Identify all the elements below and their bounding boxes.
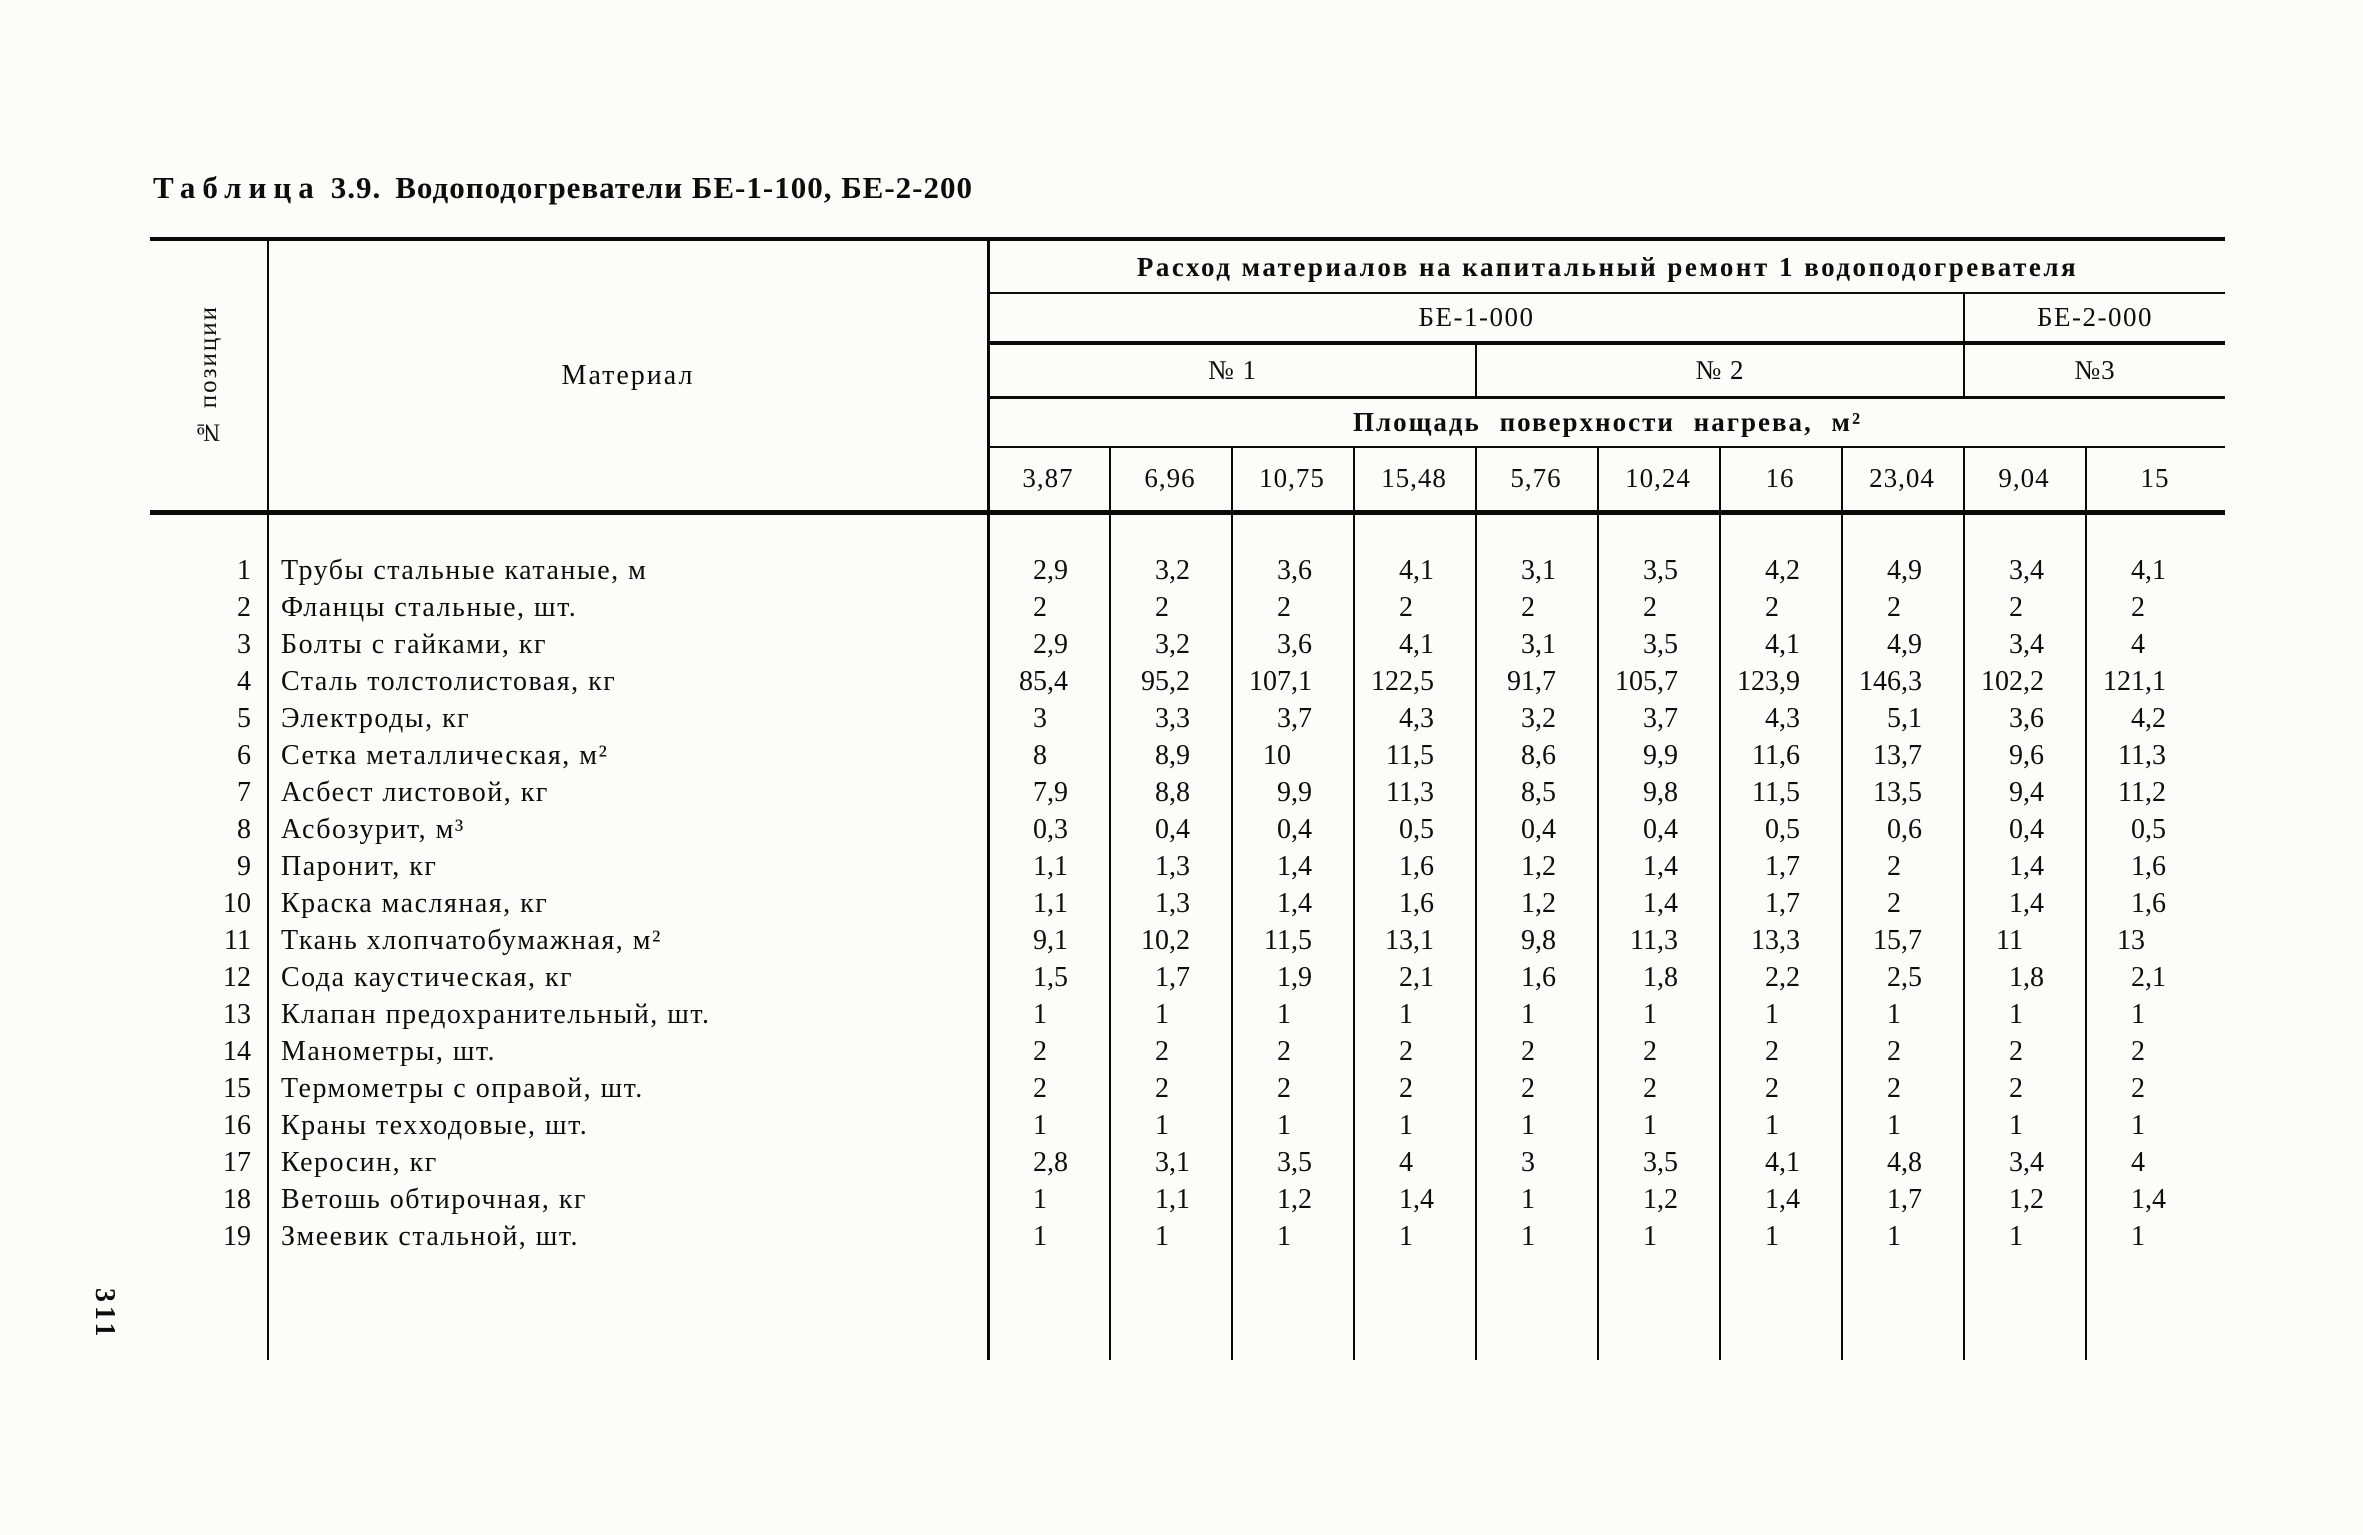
table-rule-header-bottom: [150, 510, 2225, 515]
value-cell: 0,5: [1765, 814, 1800, 845]
value-cell: 1,3: [1155, 888, 1190, 919]
table-row: [150, 1218, 2225, 1255]
value-cell: 1,2: [1643, 1184, 1678, 1215]
material-name: Трубы стальные катаные, м: [281, 555, 648, 586]
row-position-number: 6: [237, 740, 251, 771]
material-name: Болты с гайками, кг: [281, 629, 547, 660]
value-cell: 1: [1155, 1221, 1169, 1252]
table-row: [150, 922, 2225, 959]
value-cell: 105,7: [1615, 666, 1678, 697]
value-cell: 3,6: [2009, 703, 2044, 734]
value-cell: 11,6: [1752, 740, 1800, 771]
material-name: Электроды, кг: [281, 703, 471, 734]
value-cell: 121,1: [2103, 666, 2166, 697]
value-cell: 91,7: [1507, 666, 1556, 697]
value-cell: 2: [1765, 592, 1779, 623]
area-column-header: 10,75: [1259, 463, 1325, 493]
value-cell: 122,5: [1371, 666, 1434, 697]
value-cell: 1: [1521, 999, 1535, 1030]
value-cell: 2,1: [1399, 962, 1434, 993]
value-cell: 2: [2131, 592, 2145, 623]
row-position-number: 12: [223, 962, 251, 993]
value-cell: 2,1: [2131, 962, 2166, 993]
value-cell: 1,2: [1521, 888, 1556, 919]
value-cell: 15,7: [1873, 925, 1922, 956]
value-cell: 10,2: [1141, 925, 1190, 956]
row-position-number: 11: [224, 925, 251, 956]
value-cell: 146,3: [1859, 666, 1922, 697]
value-cell: 2: [1155, 592, 1169, 623]
value-cell: 1: [1887, 999, 1901, 1030]
value-cell: 3,5: [1643, 1147, 1678, 1178]
value-cell: 1,6: [1521, 962, 1556, 993]
material-name: Клапан предохранительный, шт.: [281, 999, 711, 1030]
value-cell: 11,5: [1264, 925, 1312, 956]
value-cell: 2: [2009, 592, 2023, 623]
value-cell: 0,4: [1277, 814, 1312, 845]
value-cell: 11,3: [1386, 777, 1434, 808]
value-cell: 1: [1887, 1221, 1901, 1252]
value-cell: 4: [2131, 1147, 2145, 1178]
area-column-header: 6,96: [1144, 463, 1196, 493]
value-cell: 1,4: [1765, 1184, 1800, 1215]
value-cell: 2,2: [1765, 962, 1800, 993]
material-name: Краска масляная, кг: [281, 888, 549, 919]
row-position-number: 13: [223, 999, 251, 1030]
material-name: Асбозурит, м³: [281, 814, 465, 845]
value-cell: 0,5: [2131, 814, 2166, 845]
value-cell: 3,7: [1643, 703, 1678, 734]
material-name: Ветошь обтирочная, кг: [281, 1184, 588, 1215]
value-cell: 3,2: [1155, 629, 1190, 660]
value-cell: 4: [1399, 1147, 1413, 1178]
value-cell: 1: [1033, 999, 1047, 1030]
value-cell: 1,4: [1643, 888, 1678, 919]
row-position-number: 9: [237, 851, 251, 882]
table-row: [150, 552, 2225, 589]
row-position-number: 1: [237, 555, 251, 586]
value-cell: 1,4: [2009, 888, 2044, 919]
value-cell: 123,9: [1737, 666, 1800, 697]
value-cell: 7,9: [1033, 777, 1068, 808]
area-column-header: 15,48: [1381, 463, 1447, 493]
value-cell: 1,6: [1399, 888, 1434, 919]
area-column-header: 3,87: [1022, 463, 1074, 493]
table-title-text: Водоподогреватели БЕ-1-100, БЕ-2-200: [395, 170, 974, 205]
value-cell: 1,4: [1399, 1184, 1434, 1215]
value-cell: 2: [1887, 592, 1901, 623]
value-cell: 2,8: [1033, 1147, 1068, 1178]
value-cell: 2: [1765, 1036, 1779, 1067]
table-row: [150, 1181, 2225, 1218]
row-position-number: 5: [237, 703, 251, 734]
value-cell: 5,1: [1887, 703, 1922, 734]
row-position-number: 18: [223, 1184, 251, 1215]
value-cell: 9,8: [1643, 777, 1678, 808]
value-cell: 1: [1765, 1110, 1779, 1141]
header-subgroup-2: № 2: [1695, 355, 1745, 385]
value-cell: 3,6: [1277, 555, 1312, 586]
value-cell: 3,5: [1643, 629, 1678, 660]
value-cell: 2: [1643, 1073, 1657, 1104]
value-cell: 1: [1521, 1184, 1535, 1215]
value-cell: 2: [1033, 1073, 1047, 1104]
material-name: Керосин, кг: [281, 1147, 438, 1178]
value-cell: 4,1: [1765, 629, 1800, 660]
value-cell: 1,6: [2131, 888, 2166, 919]
value-cell: 1,4: [1277, 851, 1312, 882]
value-cell: 3,2: [1521, 703, 1556, 734]
value-cell: 1: [2131, 1221, 2145, 1252]
area-column-header: 16: [1765, 463, 1795, 493]
header-top-caption: Расход материалов на капитальный ремонт 1 водоподогревателя: [1136, 252, 2079, 282]
value-cell: 1,4: [1277, 888, 1312, 919]
value-cell: 2: [1521, 1036, 1535, 1067]
value-cell: 11,3: [2118, 740, 2166, 771]
value-cell: 2: [1399, 592, 1413, 623]
value-cell: 3,5: [1643, 555, 1678, 586]
value-cell: 2: [2131, 1073, 2145, 1104]
value-cell: 4,3: [1765, 703, 1800, 734]
value-cell: 1,2: [2009, 1184, 2044, 1215]
value-cell: 2: [1887, 888, 1901, 919]
value-cell: 1: [1643, 1221, 1657, 1252]
table-row: [150, 848, 2225, 885]
value-cell: 2,9: [1033, 555, 1068, 586]
page-title: [153, 170, 973, 206]
table-row: [150, 1070, 2225, 1107]
material-name: Сода каустическая, кг: [281, 962, 574, 993]
value-cell: 11,5: [1752, 777, 1800, 808]
value-cell: 1,1: [1155, 1184, 1190, 1215]
value-cell: 3,1: [1521, 629, 1556, 660]
table-body: [150, 552, 2225, 1255]
value-cell: 4,1: [2131, 555, 2166, 586]
row-position-number: 3: [237, 629, 251, 660]
value-cell: 10: [1263, 740, 1291, 771]
value-cell: 0,6: [1887, 814, 1922, 845]
value-cell: 2: [2009, 1036, 2023, 1067]
value-cell: 2: [2009, 1073, 2023, 1104]
value-cell: 11: [1996, 925, 2023, 956]
table-number-label: Таблица: [153, 170, 321, 205]
row-position-number: 7: [237, 777, 251, 808]
material-name: Фланцы стальные, шт.: [281, 592, 578, 623]
value-cell: 0,5: [1399, 814, 1434, 845]
value-cell: 1,7: [1765, 888, 1800, 919]
value-cell: 13,1: [1385, 925, 1434, 956]
row-position-number: 19: [223, 1221, 251, 1252]
value-cell: 13: [2117, 925, 2145, 956]
value-cell: 2: [1521, 592, 1535, 623]
value-cell: 1: [1399, 1110, 1413, 1141]
table-row: [150, 1144, 2225, 1181]
value-cell: 1,5: [1033, 962, 1068, 993]
header-group-be2: БЕ-2-000: [2037, 302, 2153, 332]
value-cell: 8,6: [1521, 740, 1556, 771]
value-cell: 11,3: [1630, 925, 1678, 956]
value-cell: 2: [1399, 1036, 1413, 1067]
value-cell: 2: [1033, 1036, 1047, 1067]
value-cell: 1,2: [1277, 1184, 1312, 1215]
table-row: [150, 626, 2225, 663]
value-cell: 3: [1033, 703, 1047, 734]
value-cell: 9,1: [1033, 925, 1068, 956]
value-cell: 9,8: [1521, 925, 1556, 956]
value-cell: 4,8: [1887, 1147, 1922, 1178]
value-cell: 1: [1643, 999, 1657, 1030]
value-cell: 8,8: [1155, 777, 1190, 808]
material-name: Термометры с оправой, шт.: [281, 1073, 644, 1104]
table-row: [150, 885, 2225, 922]
row-position-number: 2: [237, 592, 251, 623]
value-cell: 2: [1887, 1073, 1901, 1104]
table-row: [150, 774, 2225, 811]
row-position-number: 17: [223, 1147, 251, 1178]
value-cell: 2: [1155, 1073, 1169, 1104]
value-cell: 2: [1277, 1073, 1291, 1104]
area-column-header: 5,76: [1510, 463, 1562, 493]
column-header-position-label: № позиции: [194, 305, 222, 446]
row-position-number: 14: [223, 1036, 251, 1067]
value-cell: 1,3: [1155, 851, 1190, 882]
materials-table: [150, 237, 2225, 1360]
value-cell: 1,6: [2131, 851, 2166, 882]
value-cell: 3,7: [1277, 703, 1312, 734]
value-cell: 1,7: [1887, 1184, 1922, 1215]
value-cell: 9,9: [1277, 777, 1312, 808]
table-row: [150, 811, 2225, 848]
value-cell: 11,5: [1386, 740, 1434, 771]
area-values-row: [987, 446, 2225, 510]
value-cell: 1: [1155, 1110, 1169, 1141]
value-cell: 1: [1155, 999, 1169, 1030]
value-cell: 1: [2131, 999, 2145, 1030]
row-position-number: 15: [223, 1073, 251, 1104]
value-cell: 0,4: [1643, 814, 1678, 845]
row-position-number: 16: [223, 1110, 251, 1141]
value-cell: 4,9: [1887, 555, 1922, 586]
value-cell: 1,4: [1643, 851, 1678, 882]
value-cell: 2: [1643, 1036, 1657, 1067]
value-cell: 1: [1887, 1110, 1901, 1141]
value-cell: 0,4: [1521, 814, 1556, 845]
table-number: 3.9.: [330, 170, 382, 205]
value-cell: 0,3: [1033, 814, 1068, 845]
table-row: [150, 1033, 2225, 1070]
value-cell: 0,4: [1155, 814, 1190, 845]
value-cell: 8,9: [1155, 740, 1190, 771]
value-cell: 2: [1277, 592, 1291, 623]
value-cell: 13,5: [1873, 777, 1922, 808]
value-cell: 95,2: [1141, 666, 1190, 697]
value-cell: 1,2: [1521, 851, 1556, 882]
value-cell: 1: [2131, 1110, 2145, 1141]
material-name: Паронит, кг: [281, 851, 438, 882]
value-cell: 3,3: [1155, 703, 1190, 734]
value-cell: 3,4: [2009, 555, 2044, 586]
value-cell: 1,1: [1033, 851, 1068, 882]
value-cell: 1,8: [1643, 962, 1678, 993]
value-cell: 4,9: [1887, 629, 1922, 660]
value-cell: 1,4: [2009, 851, 2044, 882]
value-cell: 13,3: [1751, 925, 1800, 956]
value-cell: 102,2: [1981, 666, 2044, 697]
header-subgroup-1: № 1: [1207, 355, 1257, 385]
value-cell: 0,4: [2009, 814, 2044, 845]
value-cell: 85,4: [1019, 666, 1068, 697]
value-cell: 2: [1033, 592, 1047, 623]
row-position-number: 8: [237, 814, 251, 845]
value-cell: 2: [1277, 1036, 1291, 1067]
value-cell: 1: [1033, 1221, 1047, 1252]
value-cell: 2: [1887, 851, 1901, 882]
material-name: Змеевик стальной, шт.: [281, 1221, 579, 1252]
value-cell: 4,1: [1765, 1147, 1800, 1178]
material-name: Сталь толстолистовая, кг: [281, 666, 617, 697]
value-cell: 107,1: [1249, 666, 1312, 697]
value-cell: 9,6: [2009, 740, 2044, 771]
value-cell: 1,4: [2131, 1184, 2166, 1215]
value-cell: 2: [1643, 592, 1657, 623]
value-cell: 4,2: [1765, 555, 1800, 586]
value-cell: 11,2: [2118, 777, 2166, 808]
value-cell: 3: [1521, 1147, 1535, 1178]
material-name: Манометры, шт.: [281, 1036, 497, 1067]
value-cell: 13,7: [1873, 740, 1922, 771]
value-cell: 1: [1643, 1110, 1657, 1141]
value-cell: 3,5: [1277, 1147, 1312, 1178]
table-row: [150, 700, 2225, 737]
area-column-header: 10,24: [1625, 463, 1691, 493]
value-cell: 1: [2009, 1110, 2023, 1141]
value-cell: 1: [1399, 1221, 1413, 1252]
value-cell: 1,6: [1399, 851, 1434, 882]
value-cell: 1: [1765, 1221, 1779, 1252]
table-row: [150, 996, 2225, 1033]
value-cell: 2: [1521, 1073, 1535, 1104]
value-cell: 2: [1399, 1073, 1413, 1104]
column-header-material: Материал: [561, 359, 695, 391]
value-cell: 1,9: [1277, 962, 1312, 993]
value-cell: 8: [1033, 740, 1047, 771]
value-cell: 1,7: [1765, 851, 1800, 882]
value-cell: 9,9: [1643, 740, 1678, 771]
value-cell: 8,5: [1521, 777, 1556, 808]
value-cell: 1: [1399, 999, 1413, 1030]
value-cell: 1: [1033, 1110, 1047, 1141]
value-cell: 3,1: [1521, 555, 1556, 586]
value-cell: 2: [1887, 1036, 1901, 1067]
value-cell: 4,2: [2131, 703, 2166, 734]
value-cell: 1,1: [1033, 888, 1068, 919]
header-group-be1: БЕ-1-000: [1418, 302, 1535, 332]
row-position-number: 4: [237, 666, 251, 697]
value-cell: 4,1: [1399, 629, 1434, 660]
value-cell: 3,4: [2009, 1147, 2044, 1178]
column-header-position: [150, 241, 267, 510]
header-subgroup-3: №3: [2074, 355, 2116, 385]
material-name: Ткань хлопчатобумажная, м²: [281, 925, 662, 956]
page-number: 311: [89, 1288, 120, 1341]
value-cell: 1: [1521, 1221, 1535, 1252]
value-cell: 3,6: [1277, 629, 1312, 660]
value-cell: 1,8: [2009, 962, 2044, 993]
header-area-caption: Площадь поверхности нагрева, м²: [1352, 407, 1863, 437]
value-cell: 2,5: [1887, 962, 1922, 993]
value-cell: 2: [1765, 1073, 1779, 1104]
value-cell: 1: [1765, 999, 1779, 1030]
table-row: [150, 663, 2225, 700]
value-cell: 1: [1277, 1221, 1291, 1252]
area-column-header: 23,04: [1869, 463, 1935, 493]
value-cell: 2: [1155, 1036, 1169, 1067]
value-cell: 1: [1521, 1110, 1535, 1141]
value-cell: 3,2: [1155, 555, 1190, 586]
value-cell: 3,4: [2009, 629, 2044, 660]
value-cell: 3,1: [1155, 1147, 1190, 1178]
value-cell: 9,4: [2009, 777, 2044, 808]
area-column-header: 15: [2140, 463, 2170, 493]
value-cell: 4,1: [1399, 555, 1434, 586]
table-row: [150, 959, 2225, 996]
area-column-header: 9,04: [1998, 463, 2050, 493]
value-cell: 4,3: [1399, 703, 1434, 734]
value-cell: 1,7: [1155, 962, 1190, 993]
value-cell: 4: [2131, 629, 2145, 660]
value-cell: 1: [1277, 1110, 1291, 1141]
table-row: [150, 737, 2225, 774]
value-cell: 1: [2009, 999, 2023, 1030]
material-name: Краны техходовые, шт.: [281, 1110, 589, 1141]
table-row: [150, 1107, 2225, 1144]
value-cell: 1: [2009, 1221, 2023, 1252]
material-name: Сетка металлическая, м²: [281, 740, 609, 771]
row-position-number: 10: [223, 888, 251, 919]
value-cell: 1: [1277, 999, 1291, 1030]
table-row: [150, 589, 2225, 626]
material-name: Асбест листовой, кг: [281, 777, 549, 808]
value-cell: 2: [2131, 1036, 2145, 1067]
value-cell: 1: [1033, 1184, 1047, 1215]
value-cell: 2,9: [1033, 629, 1068, 660]
